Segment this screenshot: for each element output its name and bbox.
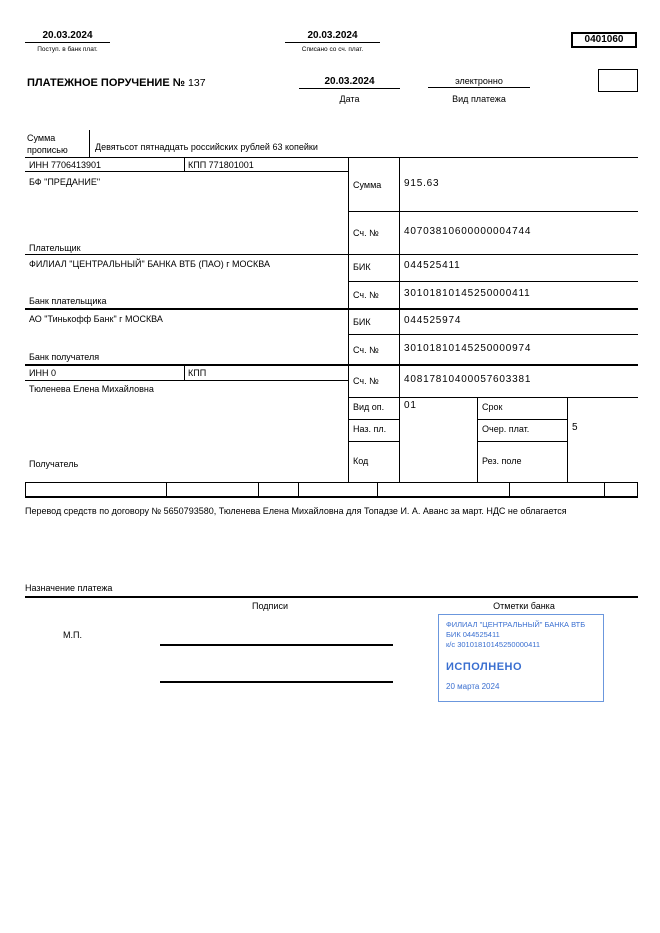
table-line	[25, 380, 348, 381]
payee-bank-bik: 044525974	[404, 315, 462, 326]
table-line	[184, 157, 185, 171]
sum-label: Сумма	[353, 180, 382, 190]
table-line	[477, 397, 478, 483]
payee-label: Получатель	[29, 459, 79, 469]
payer-account-number: 40703810600000004744	[404, 226, 532, 237]
document-title: ПЛАТЕЖНОЕ ПОРУЧЕНИЕ №	[27, 77, 185, 89]
payee-bank-corr-label: Сч. №	[353, 345, 379, 355]
debited-from-account-label: Списано со сч. плат.	[301, 46, 364, 53]
table-line	[348, 334, 638, 335]
payment-kind-value: электронно	[428, 76, 530, 88]
table-line	[348, 419, 399, 420]
table-line	[25, 171, 348, 172]
table-line	[25, 482, 638, 483]
table-line	[348, 397, 638, 398]
table-line	[377, 482, 378, 497]
payer-bank-label: Банк плательщика	[29, 296, 107, 306]
table-line	[89, 130, 90, 157]
term-label: Срок	[482, 402, 503, 412]
purpose-kind-label: Наз. пл.	[353, 424, 387, 434]
amount-in-words-value: Девятьсот пятнадцать российских рублей 63 копейки	[95, 142, 318, 152]
stamp-bank-name: ФИЛИАЛ "ЦЕНТРАЛЬНЫЙ" БАНКА ВТБ	[446, 620, 586, 629]
payee-inn: ИНН 0	[29, 368, 56, 378]
received-in-bank-date: 20.03.2024	[25, 30, 110, 43]
payee-account-number: 40817810400057603381	[404, 374, 532, 385]
table-line	[399, 157, 400, 483]
table-line	[348, 441, 399, 442]
payment-kind-label: Вид платежа	[452, 94, 506, 104]
payee-bank-name: АО "Тинькофф Банк" г МОСКВА	[29, 314, 163, 324]
bank-stamp	[438, 614, 604, 702]
stamp-date: 20 марта 2024	[446, 682, 500, 691]
stamp-bik: БИК 044525411	[446, 630, 500, 639]
payee-bank-corr-account: 30101810145250000974	[404, 343, 532, 354]
table-line	[184, 366, 185, 380]
signature-line	[160, 681, 393, 683]
reserve-field-label: Рез. поле	[482, 456, 522, 466]
priority-label: Очер. плат.	[482, 424, 530, 434]
sum-value: 915.63	[404, 178, 440, 189]
amount-in-words-label: Сумма прописью	[27, 133, 68, 155]
debited-from-account-date: 20.03.2024	[285, 30, 380, 43]
payee-name: Тюленева Елена Михайловна	[29, 384, 154, 394]
document-date: 20.03.2024	[299, 76, 400, 89]
table-line	[567, 397, 568, 483]
form-code-box: 0401060	[571, 32, 637, 48]
payee-bank-bik-label: БИК	[353, 317, 371, 327]
payer-bank-corr-account: 30101810145250000411	[404, 288, 531, 299]
signature-line	[160, 644, 393, 646]
table-line	[348, 157, 349, 483]
table-line	[637, 482, 638, 497]
table-line	[25, 482, 26, 497]
table-line	[25, 596, 638, 598]
table-line	[258, 482, 259, 497]
table-line	[509, 482, 510, 497]
payee-kpp: КПП	[188, 368, 207, 378]
date-label: Дата	[339, 94, 360, 104]
status-box	[598, 69, 638, 92]
seal-place-label: М.П.	[63, 630, 82, 640]
table-line	[25, 364, 638, 366]
table-line	[604, 482, 605, 497]
document-number: 137	[188, 77, 206, 89]
payee-bank-label: Банк получателя	[29, 352, 100, 362]
stamp-corr-account: к/с 30101810145250000411	[446, 640, 541, 649]
priority-value: 5	[572, 422, 579, 433]
table-line	[477, 441, 567, 442]
payer-kpp: КПП 771801001	[188, 160, 254, 170]
code-label: Код	[353, 456, 369, 466]
payment-purpose-label: Назначение платежа	[25, 583, 113, 593]
payer-bank-name: ФИЛИАЛ "ЦЕНТРАЛЬНЫЙ" БАНКА ВТБ (ПАО) г МОСКВА	[29, 259, 270, 269]
payer-label: Плательщик	[29, 243, 81, 253]
table-line	[477, 419, 567, 420]
table-line	[25, 254, 638, 255]
table-line	[348, 211, 638, 212]
signatures-label: Подписи	[252, 601, 288, 611]
table-line	[25, 157, 638, 158]
payer-account-label: Сч. №	[353, 228, 379, 238]
table-line	[166, 482, 167, 497]
table-line	[348, 281, 638, 282]
payment-purpose-text: Перевод средств по договору № 5650793580, Тюленева Елена Михайловна для Топадзе И. А. Аванс за март. НДС не облагается	[25, 506, 567, 516]
bank-marks-label: Отметки банка	[493, 601, 555, 611]
op-kind-label: Вид оп.	[353, 402, 385, 412]
received-in-bank-label: Поступ. в банк плат.	[37, 46, 98, 53]
table-line	[298, 482, 299, 497]
payer-inn: ИНН 7706413901	[29, 160, 102, 170]
stamp-status: ИСПОЛНЕНО	[446, 661, 523, 673]
payer-bank-bik: 044525411	[404, 260, 461, 271]
table-line	[25, 496, 638, 498]
payer-name: БФ "ПРЕДАНИЕ"	[29, 177, 101, 187]
payer-bank-bik-label: БИК	[353, 262, 371, 272]
payee-account-label: Сч. №	[353, 376, 379, 386]
op-kind-value: 01	[404, 400, 417, 411]
payer-bank-corr-label: Сч. №	[353, 290, 379, 300]
table-line	[25, 308, 638, 310]
